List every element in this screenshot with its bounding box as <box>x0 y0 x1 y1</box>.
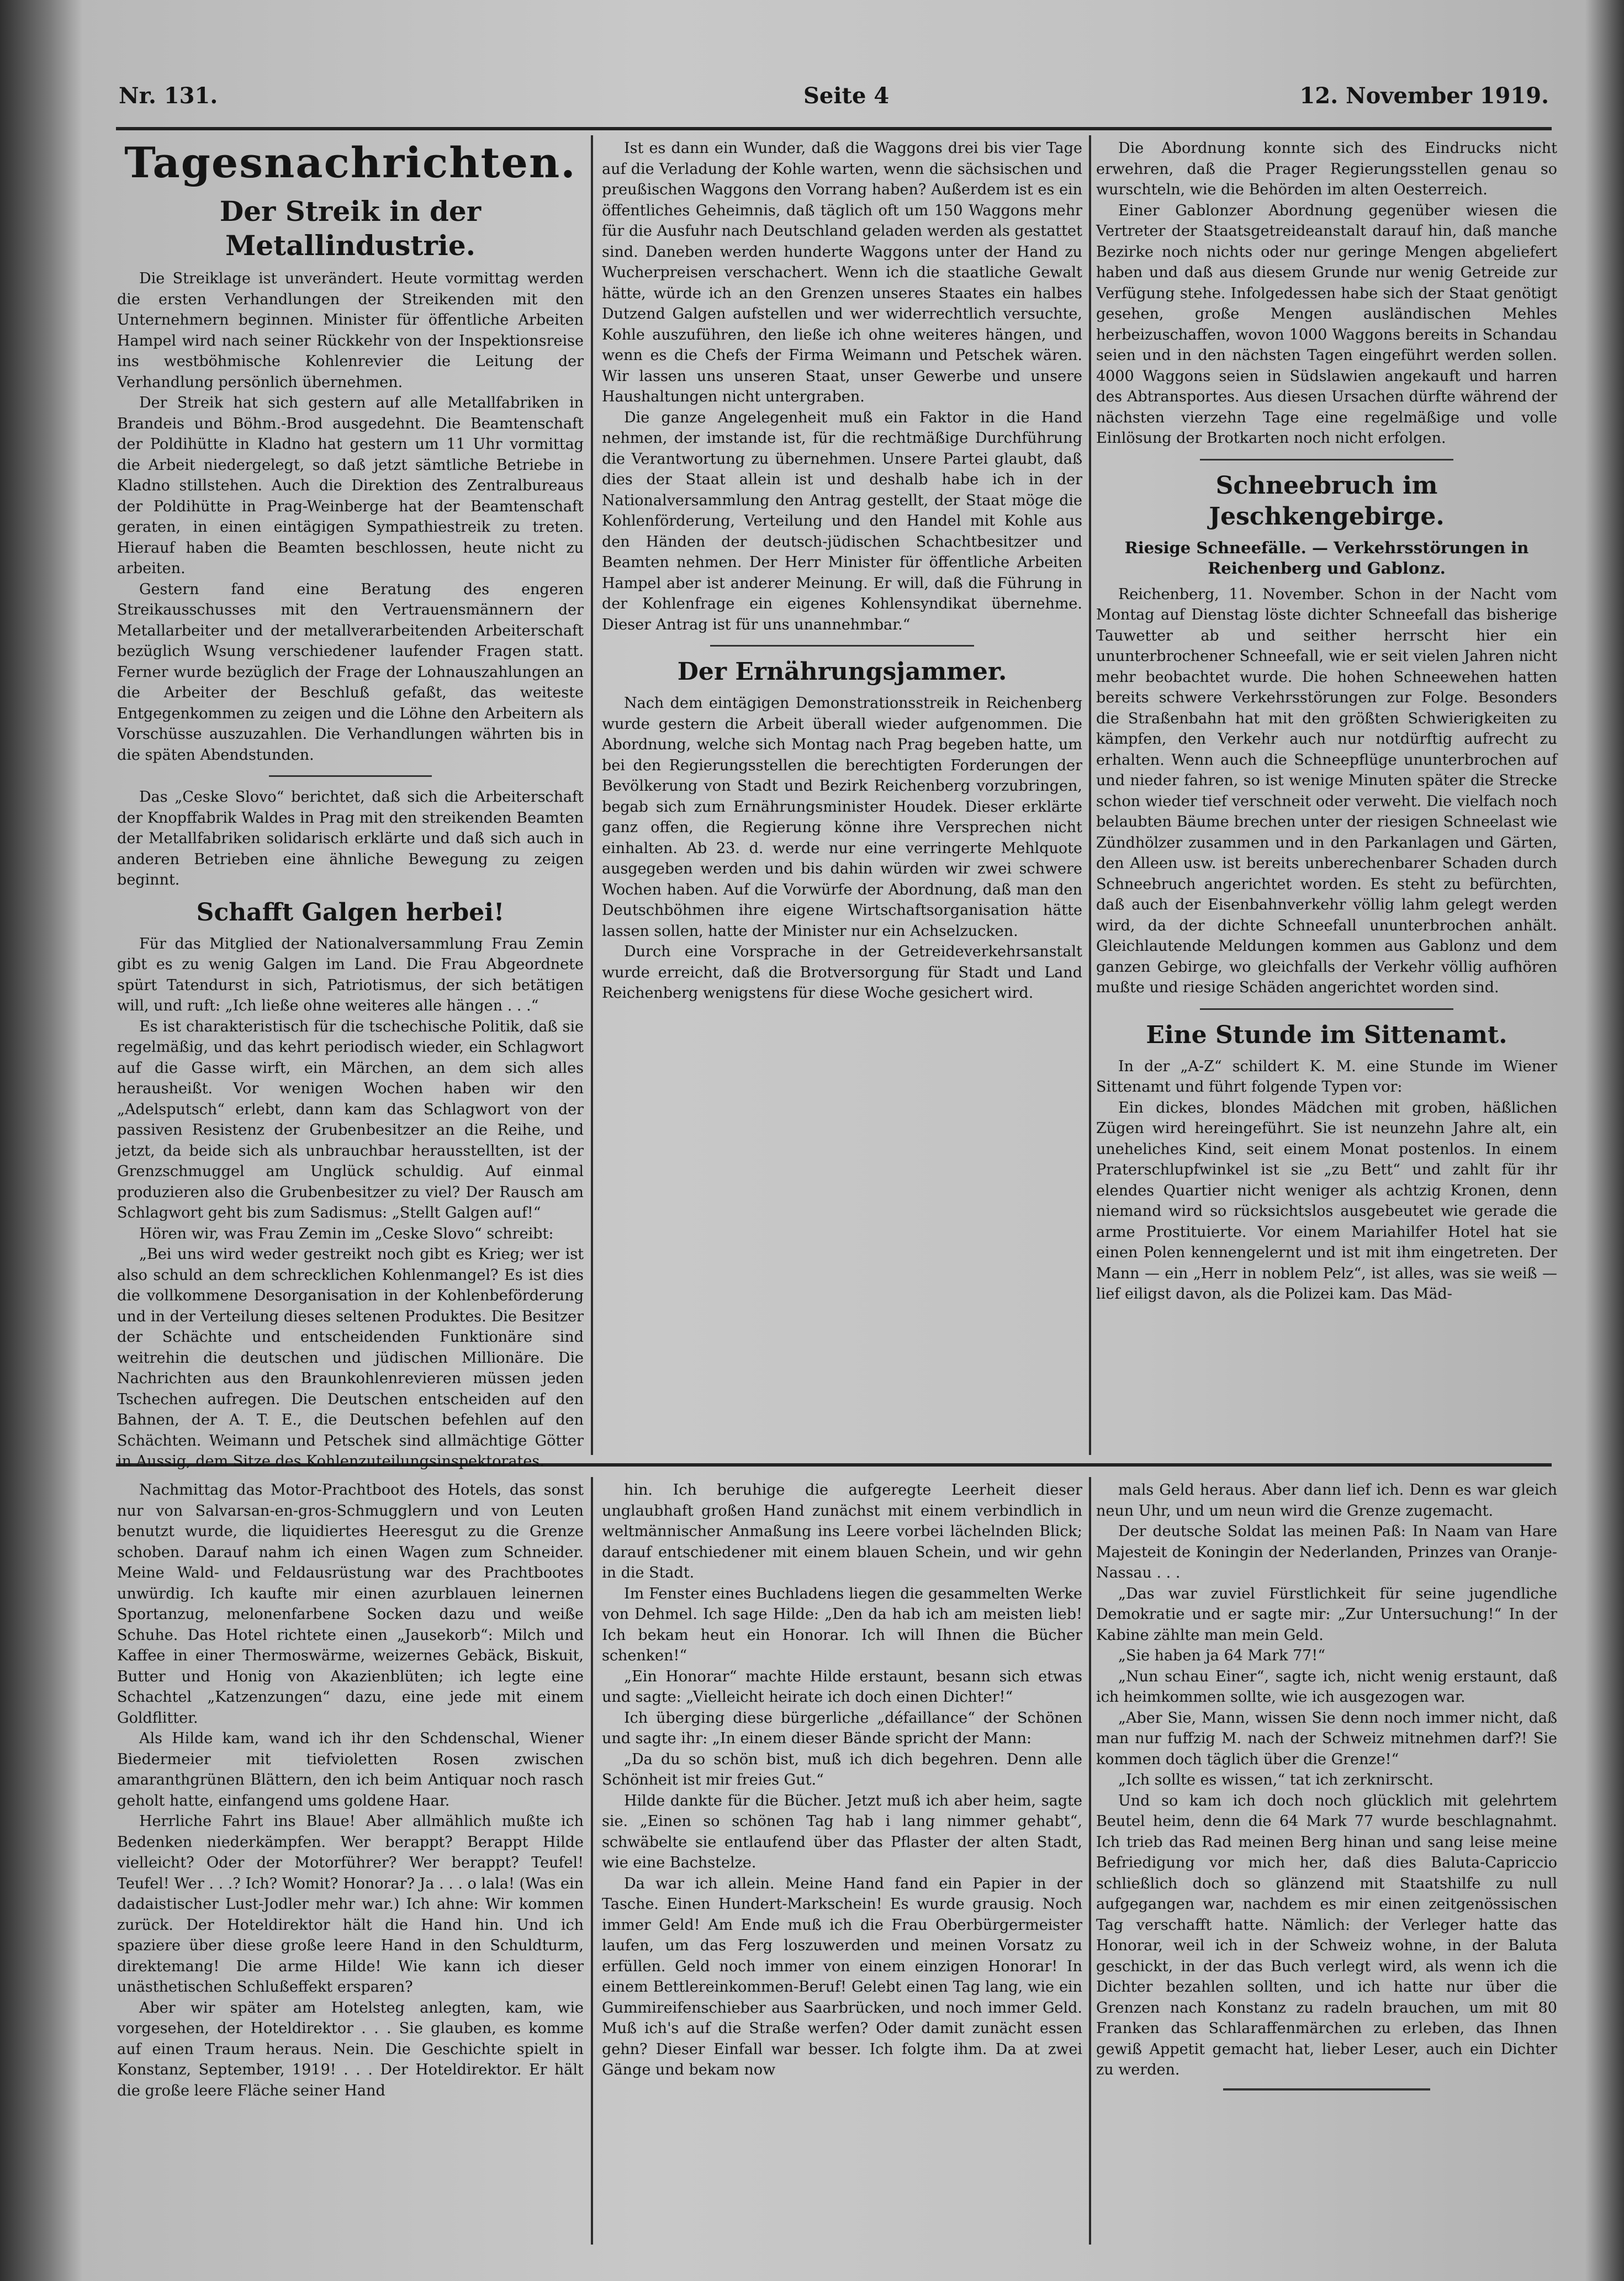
article-paragraph: Die ganze Angelegenheit muß ein Faktor in die Hand nehmen, der imstande ist, für die rechtmäßige Durchführung die Verantwortung zu übernehmen. Unsere Partei glaubt, daß dies der Staat allein ist und deshalb habe ich in der Nationalversammlung den Antrag gestellt, der Staat möge die Kohlenförderung, Verteilung und den Handel mit Kohle aus den Händen der deutsch-jüdischen Schachtbesitzer und Beamten nehmen. Der Herr Minister für öffentliche Arbeiten Hampel aber ist anderer Meinung. Er will, daß die Führung in der Kohlenfrage ein eigenes Kohlensyndikat übernehme. Dieser Antrag ist für uns unannehmbar.“ <box>602 409 1082 633</box>
article-paragraph: Es ist charakteristisch für die tschechische Politik, daß sie regelmäßig, und das kehrt periodisch wieder, ein Schlagwort auf die Gasse wirft, ein Märchen, an dem sich alles herausheißt. Vor wenigen Wochen haben wir den „Adelsputsch“ erlebt, dann kam das Schlagwort von der passiven Resistenz der Grubenbesitzer an die Reihe, und jetzt, da beide sich als unbrauchbar herausstellten, ist der Grenzschmuggel am Unglück schuldig. Auf einmal produzieren also die Grubenbesitzer zu viel? Der Rausch am Schlagwort geht bis zum Sadismus: „Stellt Galgen auf!“ <box>117 1018 584 1221</box>
feuilleton-column-2 <box>602 1480 1082 2242</box>
article-paragraph: Durch eine Vorsprache in der Getreideverkehrsanstalt wurde erreicht, daß die Brotversorgung für Stadt und Land Reichenberg wenigstens für diese Woche gesichert wird. <box>602 943 1082 1002</box>
feuilleton-paragraph: Hilde dankte für die Bücher. Jetzt muß ich aber heim, sagte sie. „Einen so schönen Tag hab i lang nimmer gehabt“, schwäbelte sie entlaufend über das Pflaster der alten Stadt, wie eine Bachstelze. <box>602 1792 1082 1871</box>
scan-shadow-right <box>1585 0 1624 2281</box>
article-divider <box>1200 459 1453 461</box>
page-number: Seite 4 <box>803 83 890 109</box>
feuilleton-paragraph: Herrliche Fahrt ins Blaue! Aber allmählich mußte ich Bedenken niederkämpfen. Wer berappt? Berappt Hilde vielleicht? Oder der Motorführer? Wer berappt? Teufel! Teufel! Wer . . .? Ich? Womit? Honorar? Ja . . . o lala! (Was ein dadaistischer Lust-Jodler mehr war.) Ich ahne: Wir kommen zurück. Der Hoteldirektor hält die Hand hin. Und ich spaziere über diese große leere Hand in den Schuldturm, direktemang! Die arme Hilde! Wie kann ich dieser unästhetischen Schlußeffekt ersparen? <box>117 1813 584 1996</box>
column-rule <box>591 135 593 1455</box>
feuilleton-paragraph: „Nun schau Einer“, sagte ich, nicht wenig erstaunt, daß ich heimkommen sollte, wie ich ausgezogen war. <box>1096 1668 1557 1706</box>
article-paragraph: In der „A-Z“ schildert K. M. eine Stunde im Wiener Sittenamt und führt folgende Typen vor: <box>1096 1057 1557 1095</box>
column-3 <box>1096 138 1557 1452</box>
feuilleton-paragraph: „Aber Sie, Mann, wissen Sie denn noch immer nicht, daß man nur fuffzig M. nach der Schweiz mitnehmen darf?! Sie kommen doch täglich über die Grenze!“ <box>1096 1709 1557 1768</box>
article-title: Der Streik in der Metallindustrie. <box>219 195 482 262</box>
header-rule <box>116 127 1552 130</box>
feuilleton-column-3 <box>1096 1480 1557 2242</box>
feuilleton-paragraph: „Da du so schön bist, muß ich dich begehren. Denn alle Schönheit ist mir freies Gut.“ <box>602 1750 1082 1788</box>
end-rule <box>1223 2088 1431 2091</box>
article-title: Schneebruch im Jeschkengebirge. <box>1209 471 1445 531</box>
article-paragraph: Ist es dann ein Wunder, daß die Waggons drei bis vier Tage auf die Verladung der Kohle warten, wenn die sächsischen und preußischen Waggons den Vorrang haben? Außerdem ist es ein öffentliches Geheimnis, daß täglich oft um 150 Waggons mehr für die Ausfuhr nach Deutschland geladen werden als gestattet sind. Daneben werden hunderte Waggons unter der Hand zu Wucherpreisen verschachert. Wenn ich die staatliche Gewalt hätte, würde ich an den Grenzen unseres Staates ein halbes Dutzend Galgen aufstellen und wer widerrechtlich versuchte, Kohle auszuführen, den ließe ich ohne weiteres hängen, und wenn es die Chefs der Firma Weimann und Petschek wären. Wir lassen uns unseren Staat, unser Gewerbe und unsere Haushaltungen nicht untergraben. <box>602 140 1082 405</box>
article-title: Eine Stunde im Sittenamt. <box>1146 1020 1507 1049</box>
feuilleton-paragraph: „Das war zuviel Fürstlichkeit für seine jugendliche Demokratie und er sagte mir: „Zur Untersuchung!“ In der Kabine zählte man mein Geld. <box>1096 1585 1557 1644</box>
article-divider <box>710 645 975 647</box>
article-paragraph: Gestern fand eine Beratung des engeren Streikausschusses mit den Vertrauensmännern der Metallarbeiter und der metallverarbeitenden Arbeiterschaft bezüglich Wsung verschiedener laufender Fragen statt. Ferner wurde bezüglich der Frage der Lohnauszahlungen an die Arbeiter der Beschluß gefaßt, das weiteste Entgegenkommen zu zeigen und die Löhne den Arbeitern als Vorschüsse auszuzahlen. Die Verhandlungen währten bis in die späten Abendstunden. <box>117 580 584 764</box>
feuilleton-paragraph: Aber wir später am Hotelsteg anlegten, kam, wie vorgesehen, der Hoteldirektor . . . Sie glauben, es komme auf einen Traum heraus. Nein. Die Geschichte spielt in Konstanz, September, 1919! . . . Der Hoteldirektor. Er hält die große leere Fläche seiner Hand <box>117 1999 584 2099</box>
article-paragraph: Reichenberg, 11. November. Schon in der Nacht vom Montag auf Dienstag löste dichter Schneefall das bisherige Tauwetter ab und seither herrscht hier ein ununterbrochener Schneefall, wie er seit vielen Jahren nicht mehr beobachtet wurde. Die hohen Schneewehen hatten bereits schwere Verkehrsstörungen zur Folge. Besonders die Straßenbahn hat mit den größten Schwierigkeiten zu kämpfen, den Verkehr auch nur notdürftig aufrecht zu erhalten. Wenn auch die Schneepflüge ununterbrochen auf und nieder fahren, so ist wenige Minuten später die Strecke schon wieder tief verschneit oder verweht. Die vielfach noch belaubten Bäume brechen unter der riesigen Schneelast wie Zündhölzer zusammen und in den Parkanlagen und Gärten, den Alleen usw. ist bereits unberechenbarer Schaden durch Schneebruch angerichtet worden. Es steht zu befürchten, daß auch der Eisenbahnverkehr völlig lahm gelegt werden wird, da der dichte Schneefall ununterbrochen anhält. Gleichlautende Meldungen kommen aus Gablonz und dem ganzen Gebirge, wo gleichfalls der Verkehr völlig aufhören mußte und riesige Schäden angerichtet worden sind. <box>1096 585 1557 996</box>
article-title: Schafft Galgen herbei! <box>196 898 505 927</box>
feuilleton-paragraph: Der deutsche Soldat las meinen Paß: In Naam van Hare Majesteit de Koningin der Nederlanden, Prinzes van Oranje-Nassau . . . <box>1096 1523 1557 1581</box>
feuilleton-paragraph: Nachmittag das Motor-Prachtboot des Hotels, das sonst nur von Salvarsan-en-gros-Schmugglern und von Leuten benutzt wurde, die liquidiertes Heeresgut zu die Grenze schoben. Darauf nahm ich einen Wagen zum Schneider. Meine Wald- und Feldausrüstung war des Prachtbootes unwürdig. Ich kaufte mir einen azurblauen leinernen Sportanzug, melonenfarbene Socken dazu und weiße Schuhe. Das Hotel richtete einen „Jausekorb“: Milch und Kaffee in einer Thermoswärme, weizernes Gebäck, Biskuit, Butter und Honig von Akazienblüten; ich legte eine Schachtel „Katzenzungen“ dazu, eine jede mit einem Goldflitter. <box>117 1481 584 1727</box>
article-subtitle: Riesige Schneefälle. — Verkehrsstörungen in Reichenberg und Gablonz. <box>1124 538 1529 578</box>
feuilleton-paragraph: „Ich sollte es wissen,“ tat ich zerknirscht. <box>1118 1771 1434 1788</box>
column-1 <box>117 138 584 1470</box>
feuilleton-paragraph: Als Hilde kam, wand ich ihr den Schdenschal, Wiener Biedermeier mit tiefvioletten Rosen zwischen amaranthgrünen Blättern, den ich beim Antiquar noch rasch geholt hatte, einfangend ums goldene Haar. <box>117 1730 584 1809</box>
article-paragraph: „Bei uns wird weder gestreikt noch gibt es Krieg; wer ist also schuld an dem schrecklichen Kohlenmangel? Es ist dies die vollkommene Desorganisation in der Kohlenbeförderung und in der Verteilung dieses seltenen Produktes. Die Besitzer der Schächte und entscheidenden Funktionäre sind weitrehin die deutschen und jüdischen Millionäre. Die Nachrichten aus den Braunkohlenrevieren müssen jeden Tschechen aufregen. Die Deutschen entscheiden auf den Bahnen, der A. T. E., die Deutschen befehlen auf den Schächten. Weimann und Petschek sind allmächtige Götter in Aussig, dem Sitze des Kohlenzuteilungsinspektorates. <box>117 1246 584 1470</box>
feuilleton-paragraph: Und so kam ich doch noch glücklich mit gelehrtem Beutel heim, denn die 64 Mark 77 wurde beschlagnahmt. Ich trieb das Rad meinen Berg hinan und sang leise meine Befriedigung vor mich her, daß dies Baluta-Capriccio schließlich doch so glänzend mit Staatshilfe zu null aufgegangen war, nachdem es mir einen zeitgenössischen Tag verschafft hatte. Nämlich: der Verleger hatte das Honorar, weil ich in der Schweiz wohne, in der Baluta geschickt, in der das Buch verlegt wird, als wenn ich die Dichter bezahlen sollten, und ich hatte nur über die Grenzen nach Konstanz zu radeln brauchen, um mit 80 Franken das Schlaraffenmärchen zu erleben, das Ihnen gewiß Appetit gemacht hat, lieber Leser, auch ein Dichter zu werden. <box>1096 1792 1557 2078</box>
section-kicker: Tagesnachrichten. <box>124 138 576 187</box>
feuilleton-column-1 <box>117 1480 584 2242</box>
article-paragraph: Die Abordnung konnte sich des Eindrucks nicht erwehren, daß die Prager Regierungsstellen genau so wurschteln, wie die Behörden im alten Oesterreich. <box>1096 140 1557 198</box>
feuilleton-paragraph: Ich überging diese bürgerliche „défaillance“ der Schönen und sagte ihr: „In einem dieser Bände spricht der Mann: <box>602 1709 1082 1747</box>
feuilleton-paragraph: „Ein Honorar“ machte Hilde erstaunt, besann sich etwas und sagte: „Vielleicht heirate ich doch einen Dichter!“ <box>602 1668 1082 1706</box>
article-paragraph: Nach dem eintägigen Demonstrationsstreik in Reichenberg wurde gestern die Arbeit überall wieder aufgenommen. Die Abordnung, welche sich Montag nach Prag begeben hatte, um bei den Regierungsstellen die berechtigten Forderungen der Bevölkerung von Stadt und Bezirk Reichenberg vorzubringen, begab sich zum Ernährungsminister Houdek. Dieser erklärte ganz offen, die Regierung könne ihre Versprechen nicht einhalten. Ab 23. d. werde nur eine verringerte Mehlquote ausgegeben werden und bis dahin würden wir zwei schwere Wochen haben. Auf die Vorwürfe der Abordnung, daß man den Deutschböhmen ihre eigene Wirtschaftsorganisation hätte lassen sollen, hatte der Minister nur ein Achselzucken. <box>602 695 1082 940</box>
article-paragraph: Der Streik hat sich gestern auf alle Metallfabriken in Brandeis und Böhm.-Brod ausgedehnt. Die Beamtenschaft der Poldihütte in Kladno hat gestern um 11 Uhr vormittag die Arbeit niedergelegt, so daß jetzt sämtliche Betriebe in Kladno stillstehen. Auch die Direktion des Zentralbureaus der Poldihütte in Prag-Weinberge hat der Beamtenschaft geraten, in einen eintägigen Sympathiestreik zu treten. Hierauf haben die Beamten beschlossen, heute nicht zu arbeiten. <box>117 394 584 577</box>
page-header <box>119 83 1549 121</box>
article-paragraph: Ein dickes, blondes Mädchen mit groben, häßlichen Zügen wird hereingeführt. Sie ist neunzehn Jahre alt, ein uneheliches Kind, seit einem Monat postenlos. In einem Praterschlupfwinkel ist sie „zu Bett“ und zahlt für ihr elendes Quartier nicht weniger als achtzig Kronen, denn niemand wird so rücksichtslos ausgebeutet wie gerade die arme Prostituierte. Vor einem Mariahilfer Hotel hat sie einen Polen kennengelernt und ist mit ihm eingetreten. Der Mann — ein „Herr in noblem Pelz“, ist alles, was sie weiß — lief eiligst davon, als die Polizei kam. Das Mäd- <box>1096 1099 1557 1303</box>
feuilleton-paragraph: mals Geld heraus. Aber dann lief ich. Denn es war gleich neun Uhr, und um neun wird die Grenze zugemacht. <box>1096 1481 1557 1520</box>
issue-number: Nr. 131. <box>119 83 218 109</box>
feuilleton-paragraph: Im Fenster eines Buchladens liegen die gesammelten Werke von Dehmel. Ich sage Hilde: „Den da hab ich am meisten lieb! Ich bekam heut ein Honorar. Ich will Ihnen die Bücher schenken!“ <box>602 1585 1082 1664</box>
column-2 <box>602 138 1082 1452</box>
article-divider <box>269 775 432 777</box>
article-title: Der Ernährungsjammer. <box>677 658 1007 686</box>
article-paragraph: Hören wir, was Frau Zemin im „Ceske Slovo“ schreibt: <box>139 1225 554 1242</box>
article-paragraph: Für das Mitglied der Nationalversammlung Frau Zemin gibt es zu wenig Galgen im Land. Die Frau Abgeordnete spürt Tatendurst in sich, Patriotismus, der sich betätigen will, und ruft: „Ich ließe ohne weiteres alle hängen . . .“ <box>117 935 584 1014</box>
column-rule <box>1089 135 1091 1455</box>
feuilleton-paragraph: hin. Ich beruhige die aufgeregte Leerheit dieser unglaubhaft großen Hand zunächst mit einem verbindlich in weltmännischer Anmaßung ins Leere vorbei lächelnden Blick; darauf entschiedener mit einem blauen Schein, und wir gehn in die Stadt. <box>602 1481 1082 1581</box>
article-divider <box>1200 1008 1453 1010</box>
column-rule <box>591 1477 593 2245</box>
issue-date: 12. November 1919. <box>1299 83 1549 109</box>
article-paragraph: Das „Ceske Slovo“ berichtet, daß sich die Arbeiterschaft der Knopffabrik Waldes in Prag mit den streikenden Beamten der Metallfabriken solidarisch erklärte und daß sich auch in anderen Betrieben eine ähnliche Bewegung zu zeigen beginnt. <box>117 788 584 888</box>
feuilleton-paragraph: Da war ich allein. Meine Hand fand ein Papier in der Tasche. Einen Hundert-Markschein! Es wurde grausig. Noch immer Geld! Am Ende muß ich die Frau Oberbürgermeister laufen, um das Ferg loszuwerden und meinen Vorsatz zu erfüllen. Geld noch immer von einem einzigen Honorar! In einem Bettlereinkommen-Beruf! Gelebt einen Tag lang, wie ein Gummireifenschieber aus Saarbrücken, und noch immer Geld. Muß ich's auf die Straße werfen? Oder damit zunächt essen gehn? Dieser Einfall war besser. Ich folgte ihm. Da at zwei Gänge und bekam now <box>602 1875 1082 2078</box>
article-paragraph: Einer Gablonzer Abordnung gegenüber wiesen die Vertreter der Staatsgetreideanstalt darauf hin, daß manche Bezirke noch nichts oder nur geringe Mengen abgeliefert haben und daß aus diesem Grunde nur wenig Getreide zur Verfügung stehe. Infolgedessen habe sich der Staat genötigt gesehen, große Mengen ausländischen Mehles herbeizuschaffen, wovon 1000 Waggons bereits in Schandau seien und in den nächsten Tagen eingeführt werden sollen. 4000 Waggons seien in Südslawien angekauft und harren des Abtransportes. Aus diesen Ursachen dürfte während der nächsten vierzehn Tage eine regelmäßige und volle Einlösung der Brotkarten noch nicht erfolgen. <box>1096 202 1557 447</box>
scan-shadow-left <box>0 0 83 2281</box>
column-rule <box>1089 1477 1091 2245</box>
feuilleton-paragraph: „Sie haben ja 64 Mark 77!“ <box>1118 1647 1325 1664</box>
article-paragraph: Die Streiklage ist unverändert. Heute vormittag werden die ersten Verhandlungen der Streikenden mit den Unternehmern beginnen. Minister für öffentliche Arbeiten Hampel wird nach seiner Rückkehr von der Inspektionsreise ins westböhmische Kohlenrevier die Leitung der Verhandlung persönlich übernehmen. <box>117 270 584 391</box>
